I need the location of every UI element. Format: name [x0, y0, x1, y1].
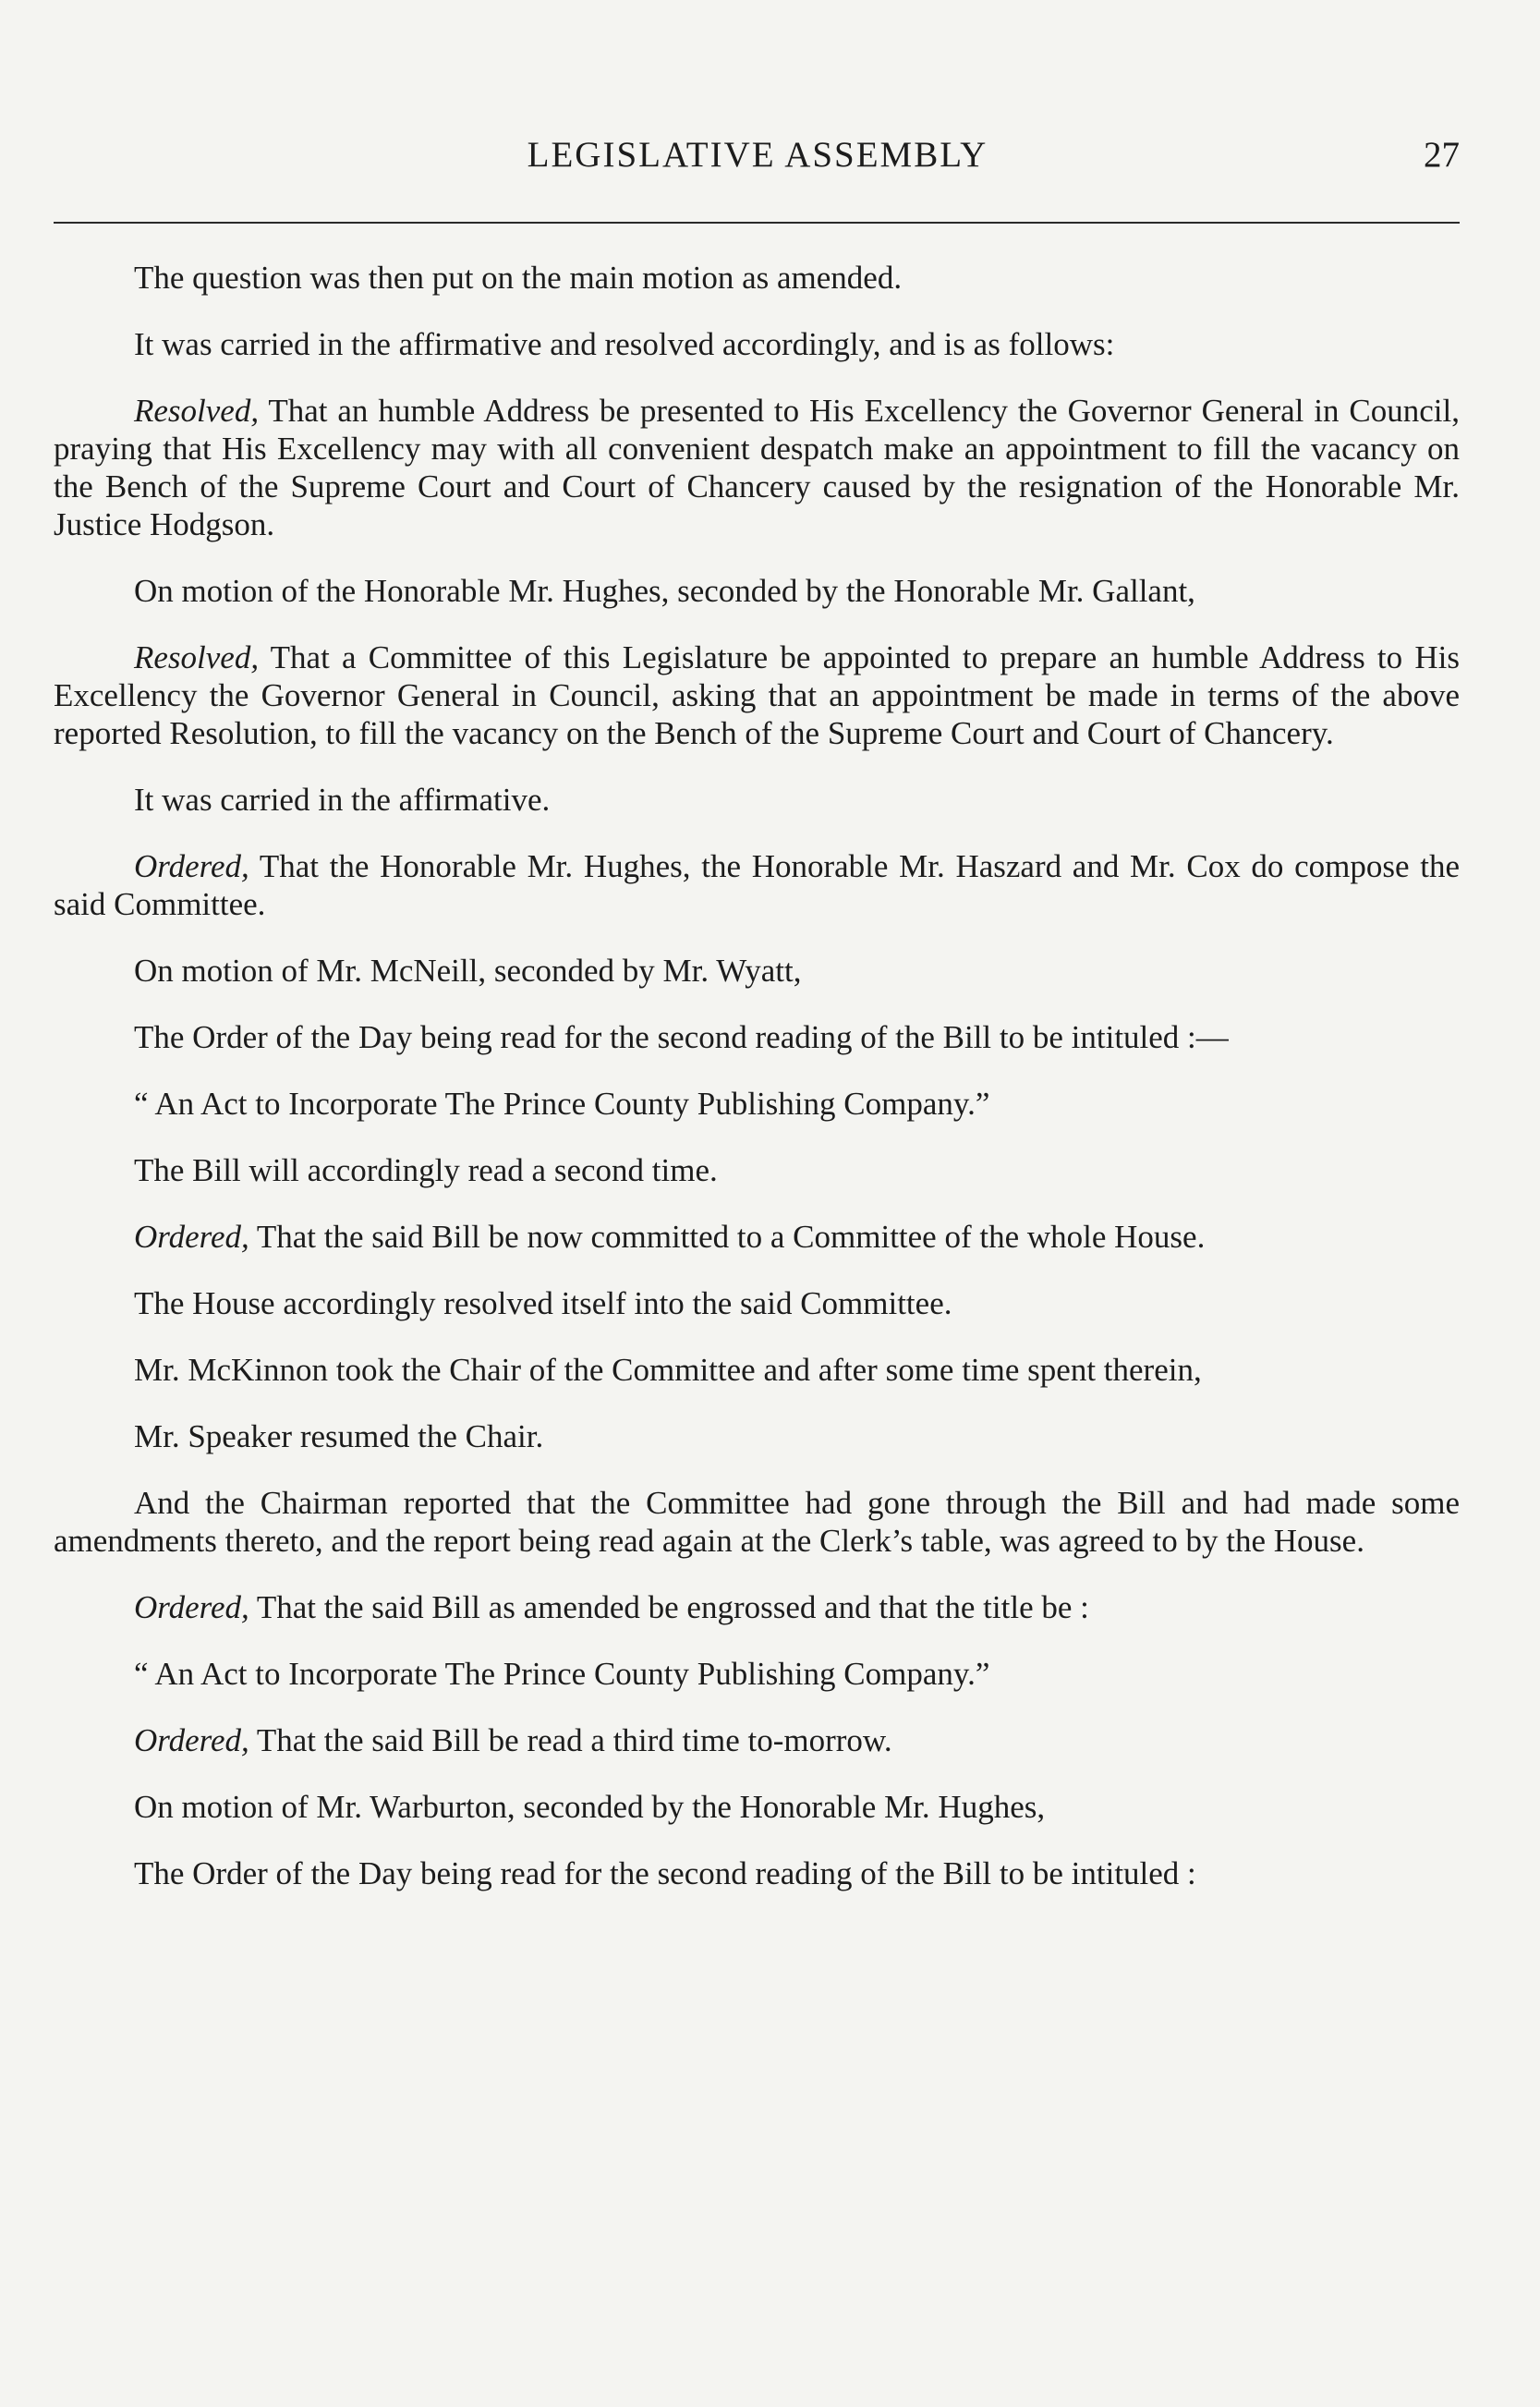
paragraph [54, 325, 1460, 363]
paragraph-text: The Order of the Day being read for the second reading of the Bill to be intituled : [134, 1855, 1196, 1891]
paragraph [54, 847, 1460, 923]
paragraph-text: The House accordingly resolved itself into the said Committee. [134, 1285, 952, 1321]
paragraph [54, 1284, 1460, 1322]
paragraph [54, 1351, 1460, 1389]
paragraph-text: That the Honorable Mr. Hughes, the Honorable Mr. Haszard and Mr. Cox do compose the said Committee. [54, 848, 1460, 922]
paragraph-text: Mr. Speaker resumed the Chair. [134, 1418, 544, 1454]
paragraph-lead: Resolved, [134, 393, 260, 429]
paragraph [54, 1417, 1460, 1455]
paragraph-text: It was carried in the affirmative and resolved accordingly, and is as follows: [134, 326, 1115, 362]
paragraph [54, 1151, 1460, 1189]
paragraph-text: It was carried in the affirmative. [134, 782, 551, 818]
paragraph [54, 392, 1460, 543]
paragraph [54, 1085, 1460, 1123]
paragraph-text: Mr. McKinnon took the Chair of the Committee and after some time spent therein, [134, 1352, 1202, 1388]
paragraph-text: The Order of the Day being read for the second reading of the Bill to be intituled :— [134, 1019, 1229, 1055]
paragraph [54, 638, 1460, 752]
paragraph-lead: Ordered, [134, 1219, 249, 1255]
paragraph-text: That an humble Address be presented to His Excellency the Governor General in Council, praying that His Excellency may with all convenient despatch make an appointment to fill the vacancy on the Bench of the Supreme Court and Court of Chancery caused by the resignation of the Honorable Mr. Justice Hodgson. [54, 393, 1460, 542]
paragraph-text: The Bill will accordingly read a second time. [134, 1152, 718, 1188]
paragraph [54, 781, 1460, 819]
paragraph-text: On motion of the Honorable Mr. Hughes, seconded by the Honorable Mr. Gallant, [134, 573, 1195, 609]
paragraph-text: That the said Bill be read a third time to-morrow. [249, 1722, 892, 1758]
paragraph-text: That the said Bill as amended be engrossed and that the title be : [249, 1589, 1089, 1625]
running-head [55, 134, 1460, 189]
paragraph-lead: Ordered, [134, 848, 249, 884]
paragraph-lead: Resolved, [134, 639, 260, 675]
header-rule [54, 222, 1460, 224]
paragraph [54, 1788, 1460, 1826]
paragraph-text: And the Chairman reported that the Committee had gone through the Bill and had made some amendments thereto, and the report being read again at the Clerk’s table, was agreed to by the House. [54, 1485, 1460, 1559]
paragraph [54, 1721, 1460, 1759]
paragraph-text: On motion of Mr. Warburton, seconded by the Honorable Mr. Hughes, [134, 1789, 1046, 1825]
paragraph [54, 952, 1460, 990]
body-text [54, 259, 1460, 1921]
paragraph-text: On motion of Mr. McNeill, seconded by Mr. Wyatt, [134, 953, 802, 989]
paragraph-text: “ An Act to Incorporate The Prince County Publishing Company.” [134, 1656, 990, 1692]
paragraph-text: “ An Act to Incorporate The Prince County Publishing Company.” [134, 1086, 990, 1122]
paragraph [54, 259, 1460, 297]
paragraph-text: That the said Bill be now committed to a Committee of the whole House. [249, 1219, 1206, 1255]
paragraph [54, 1588, 1460, 1626]
paragraph [54, 572, 1460, 610]
paragraph [54, 1218, 1460, 1256]
page-number: 27 [1424, 135, 1460, 175]
paragraph [54, 1484, 1460, 1560]
paragraph-lead: Ordered, [134, 1722, 249, 1758]
paragraph [54, 1655, 1460, 1693]
paragraph-text: That a Committee of this Legislature be appointed to prepare an humble Address to His Excellency the Governor General in Council, asking that an appointment be made in terms of the above reported Resolution, to fill the vacancy on the Bench of the Supreme Court and Court of Chancery. [54, 639, 1460, 751]
paragraph-lead: Ordered, [134, 1589, 249, 1625]
running-title: LEGISLATIVE ASSEMBLY [527, 135, 988, 175]
paragraph [54, 1854, 1460, 1892]
paragraph-text: The question was then put on the main motion as amended. [134, 260, 903, 296]
paragraph [54, 1018, 1460, 1056]
